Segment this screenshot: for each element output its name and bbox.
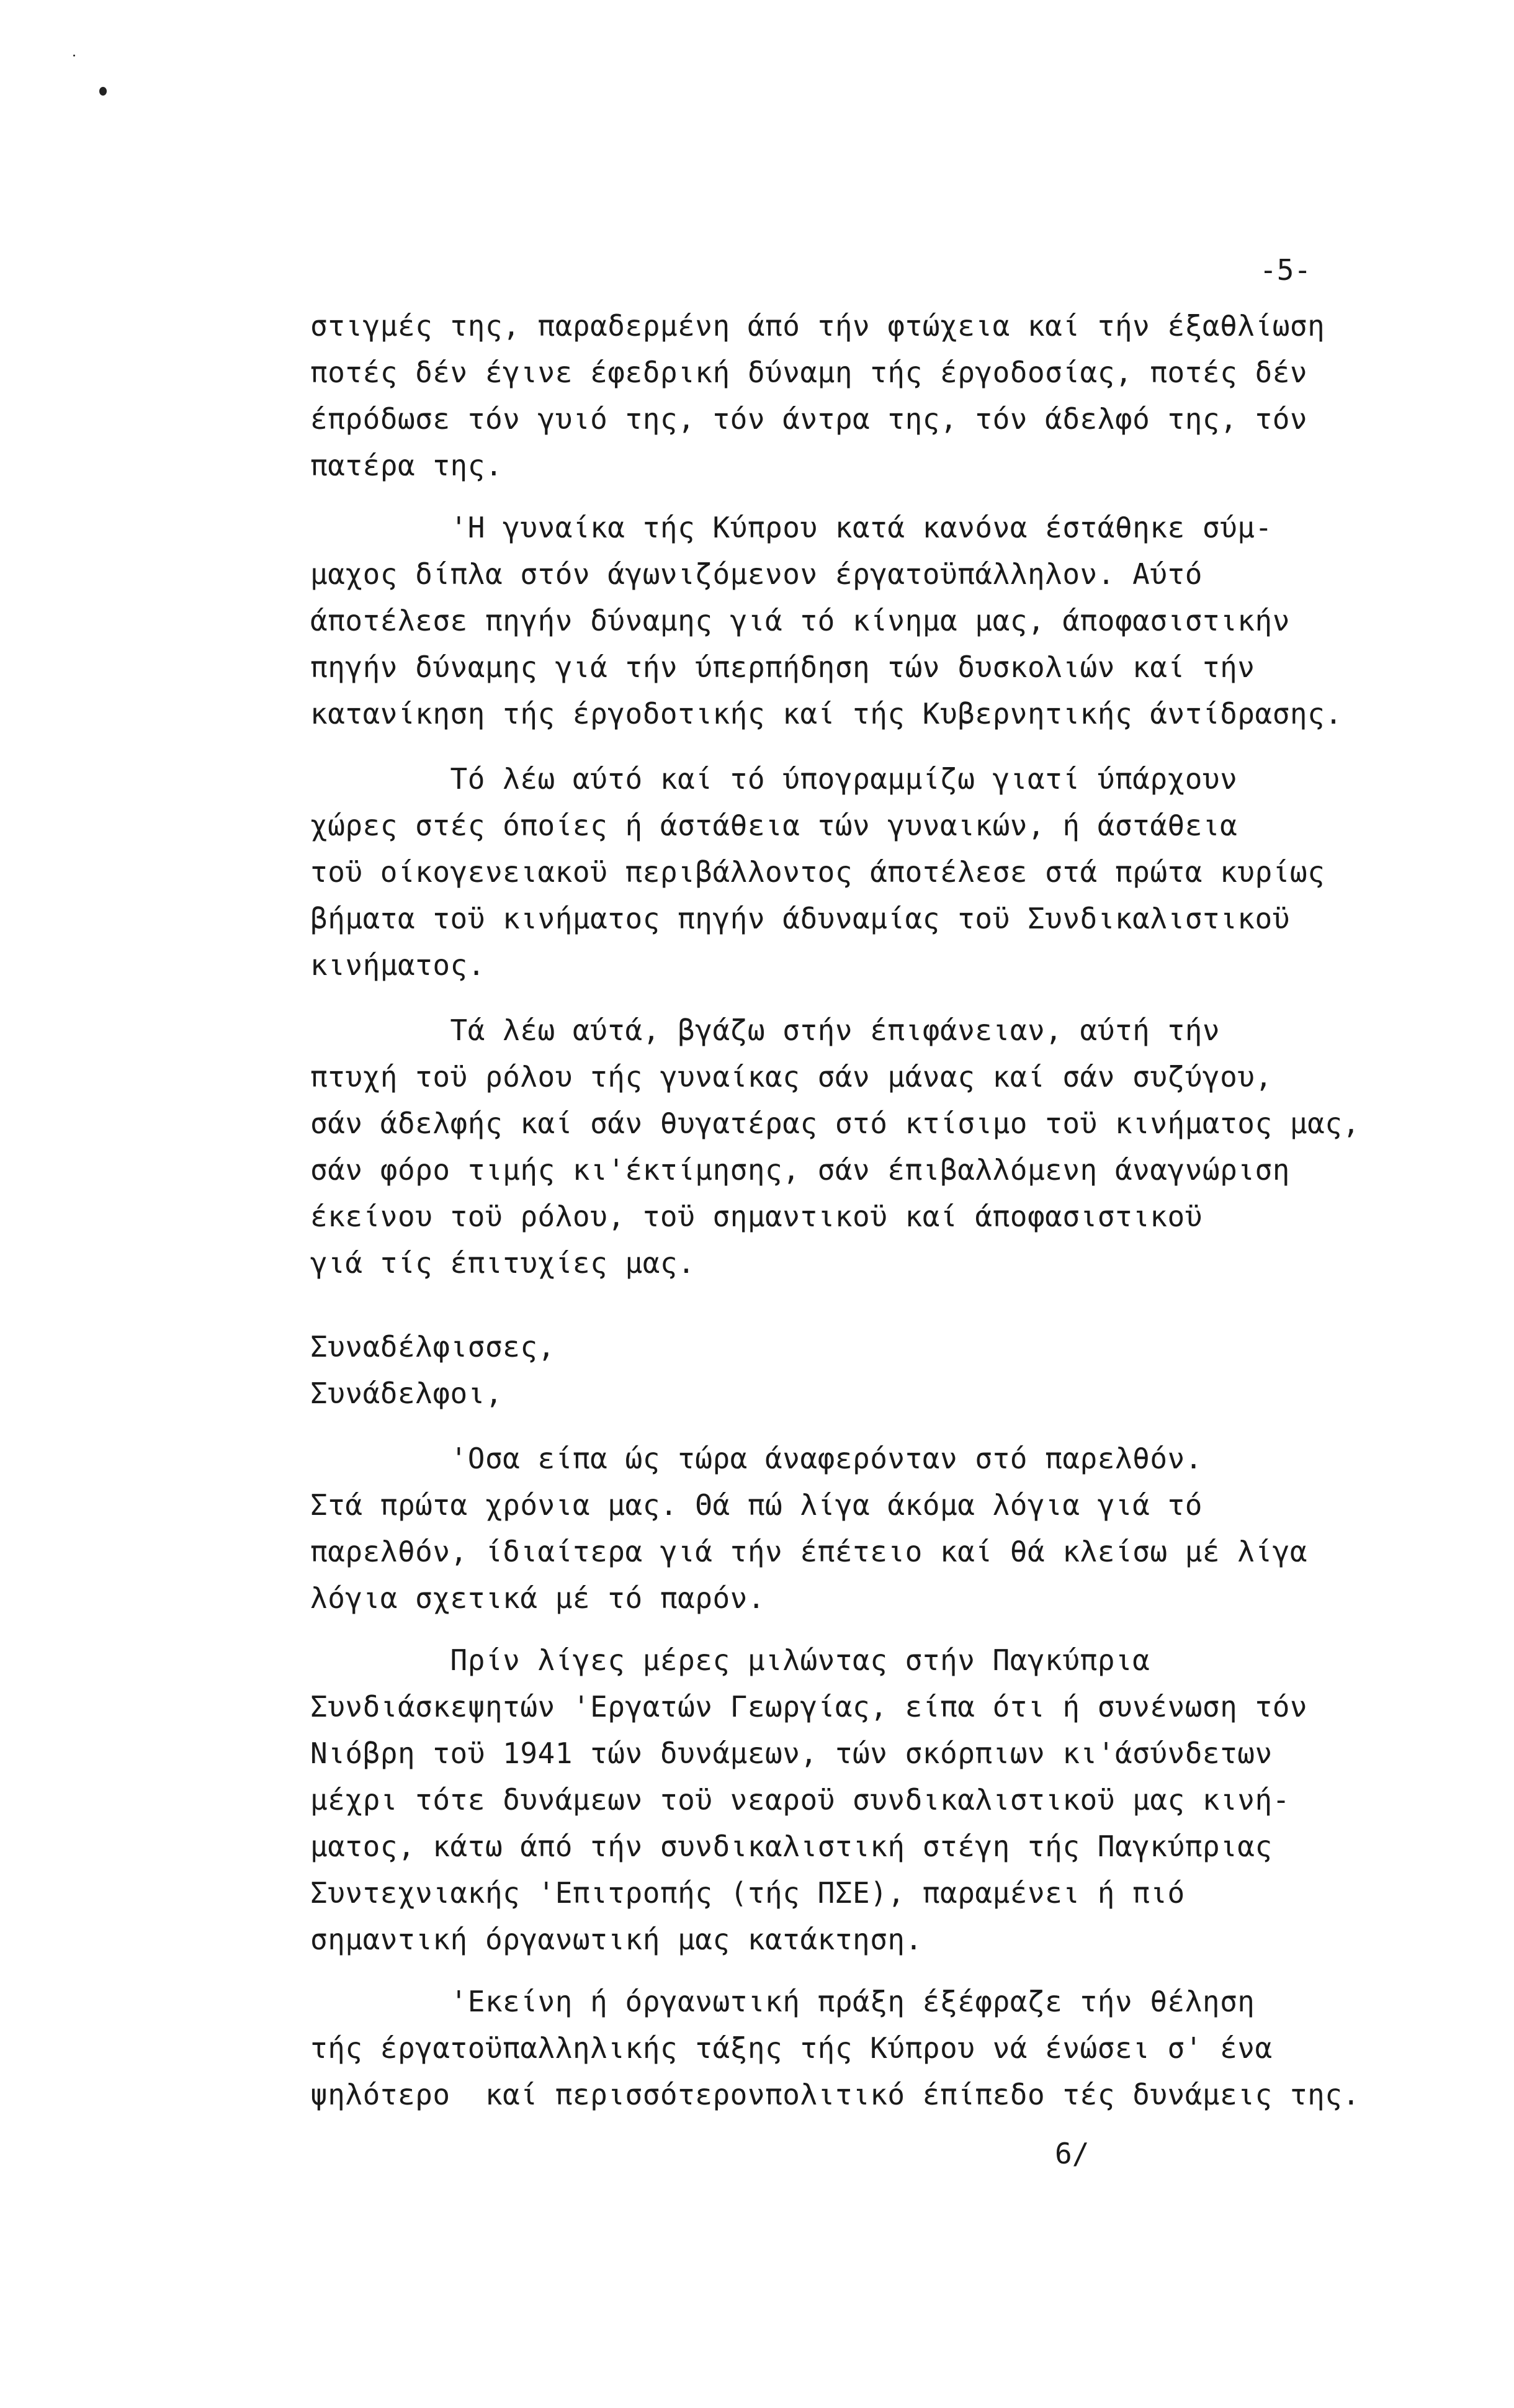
text-line: Συναδέλφισσες,	[310, 1330, 555, 1363]
page-number: -5-	[1260, 253, 1312, 287]
text-line: άποτέλεσε πηγήν δύναμης γιά τό κίνημα μας, άποφασιστικήν	[310, 604, 1290, 637]
text-line: Συνάδελφοι,	[310, 1377, 503, 1410]
text-line: μέχρι τότε δυνάμεων τοϋ νεαροϋ συνδικαλιστικοϋ μας κινή-	[310, 1783, 1290, 1817]
text-line: 'Εκείνη ή όργανωτική πράξη έξέφραζε τήν θέληση	[310, 1985, 1255, 2018]
text-line: ματος, κάτω άπό τήν συνδικαλιστική στέγη τής Παγκύπριας	[310, 1830, 1273, 1863]
scan-speck	[73, 55, 75, 56]
text-line: μαχος δίπλα στόν άγωνιζόμενον έργατοϋπάλληλον. Αύτό	[310, 557, 1203, 591]
text-line: Τό λέω αύτό καί τό ύπογραμμίζω γιατί ύπάρχουν	[310, 762, 1238, 796]
text-line: λόγια σχετικά μέ τό παρόν.	[310, 1581, 766, 1615]
text-line: πατέρα της.	[310, 449, 503, 482]
text-line: τοϋ οίκογενειακοϋ περιβάλλοντος άποτέλεσε στά πρώτα κυρίως	[310, 855, 1325, 889]
text-line: Συνδιάσκεψητών 'Εργατών Γεωργίας, είπα ότι ή συνένωση τόν	[310, 1690, 1308, 1723]
text-line: Στά πρώτα χρόνια μας. Θά πώ λίγα άκόμα λόγια γιά τό	[310, 1488, 1203, 1522]
text-line: έκείνου τοϋ ρόλου, τοϋ σημαντικοϋ καί άποφασιστικοϋ	[310, 1200, 1203, 1233]
text-line: βήματα τοϋ κινήματος πηγήν άδυναμίας τοϋ Συνδικαλιστικοϋ	[310, 902, 1290, 935]
text-line: Τά λέω αύτά, βγάζω στήν έπιφάνειαν, αύτή τήν	[310, 1013, 1221, 1047]
text-line: γιά τίς έπιτυχίες μας.	[310, 1246, 696, 1280]
text-line: κατανίκηση τής έργοδοτικής καί τής Κυβερνητικής άντίδρασης.	[310, 697, 1343, 730]
text-line: ποτές δέν έγινε έφεδρική δύναμη τής έργοδοσίας, ποτές δέν	[310, 356, 1308, 389]
scan-speck	[99, 87, 107, 96]
text-line: Νιόβρη τοϋ 1941 τών δυνάμεων, τών σκόρπιων κι'άσύνδετων	[310, 1736, 1273, 1770]
text-line: πηγήν δύναμης γιά τήν ύπερπήδηση τών δυσκολιών καί τήν	[310, 650, 1255, 684]
text-line: παρελθόν, ίδιαίτερα γιά τήν έπέτειο καί θά κλείσω μέ λίγα	[310, 1535, 1308, 1568]
text-line: έπρόδωσε τόν γυιό της, τόν άντρα της, τόν άδελφό της, τόν	[310, 402, 1308, 436]
text-line: 'Οσα είπα ώς τώρα άναφερόνταν στό παρελθόν.	[310, 1442, 1203, 1475]
text-line: Συντεχνιακής 'Επιτροπής (τής ΠΣΕ), παραμένει ή πιό	[310, 1876, 1185, 1910]
text-line: σημαντική όργανωτική μας κατάκτηση.	[310, 1923, 923, 1956]
text-line: σάν φόρο τιμής κι'έκτίμησης, σάν έπιβαλλόμενη άναγνώριση	[310, 1153, 1290, 1187]
text-line: κινήματος.	[310, 948, 485, 982]
text-line: ψηλότερο καί περισσότερονπολιτικό έπίπεδο τές δυνάμεις της.	[310, 2078, 1360, 2111]
text-line: σάν άδελφής καί σάν θυγατέρας στό κτίσιμο τοϋ κινήματος μας,	[310, 1107, 1360, 1140]
text-line: Πρίν λίγες μέρες μιλώντας στήν Παγκύπρια	[310, 1643, 1150, 1677]
continuation-marker: 6/	[1055, 2137, 1090, 2170]
text-line: τής έργατοϋπαλληλικής τάξης τής Κύπρου νά ένώσει σ' ένα	[310, 2031, 1273, 2065]
text-line: 'Η γυναίκα τής Κύπρου κατά κανόνα έστάθηκε σύμ-	[310, 511, 1273, 544]
text-line: χώρες στές όποίες ή άστάθεια τών γυναικών, ή άστάθεια	[310, 809, 1238, 842]
text-line: πτυχή τοϋ ρόλου τής γυναίκας σάν μάνας καί σάν συζύγου,	[310, 1060, 1273, 1094]
text-line: στιγμές της, παραδερμένη άπό τήν φτώχεια καί τήν έξαθλίωση	[310, 309, 1325, 343]
